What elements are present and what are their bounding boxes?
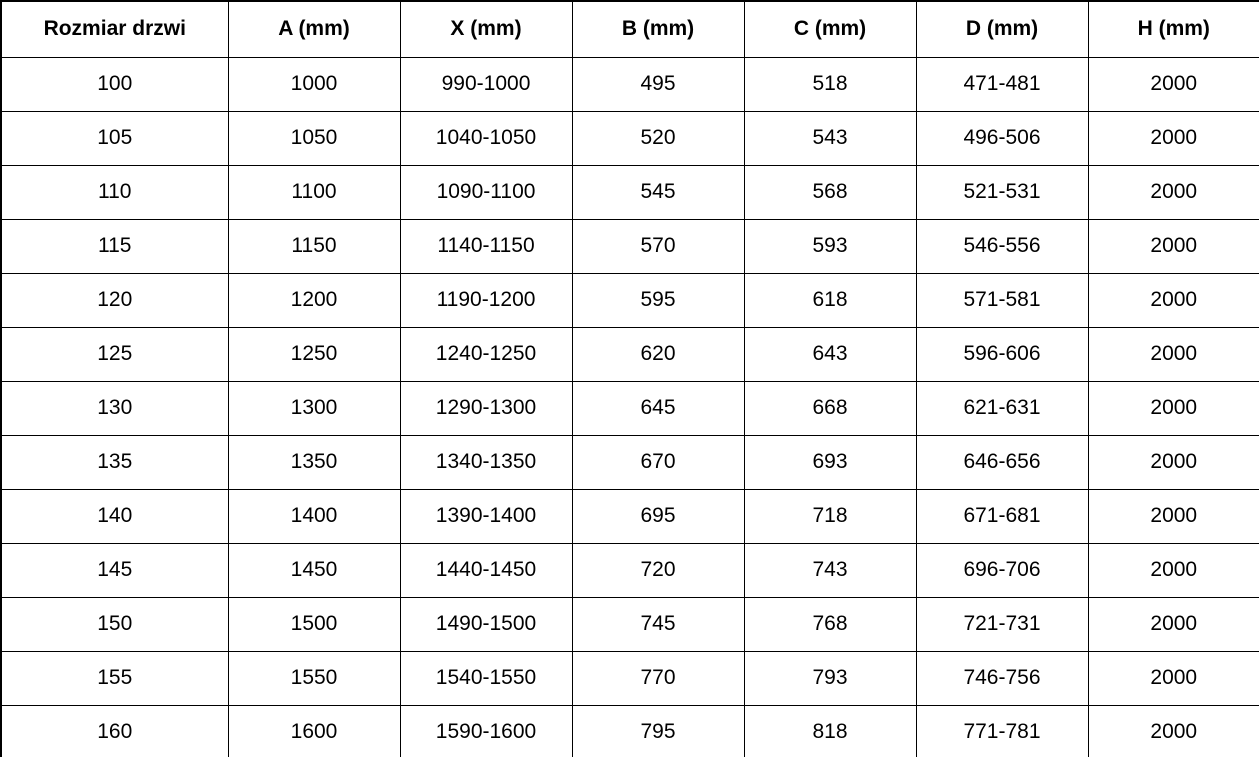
table-cell: 155 [1, 651, 228, 705]
table-cell: 743 [744, 543, 916, 597]
table-cell: 746-756 [916, 651, 1088, 705]
table-row [1, 651, 1259, 705]
table-cell: 1090-1100 [400, 165, 572, 219]
table-cell: 546-556 [916, 219, 1088, 273]
table-cell: 2000 [1088, 435, 1259, 489]
table-cell: 2000 [1088, 543, 1259, 597]
table-cell: 2000 [1088, 111, 1259, 165]
table-cell: 1540-1550 [400, 651, 572, 705]
table-cell: 1550 [228, 651, 400, 705]
table-cell: 2000 [1088, 273, 1259, 327]
table-cell: 1200 [228, 273, 400, 327]
table-row [1, 273, 1259, 327]
table-cell: 596-606 [916, 327, 1088, 381]
table-cell: 1190-1200 [400, 273, 572, 327]
table-row [1, 57, 1259, 111]
table-row [1, 597, 1259, 651]
table-cell: 721-731 [916, 597, 1088, 651]
table-cell: 1300 [228, 381, 400, 435]
table-cell: 1590-1600 [400, 705, 572, 757]
table-cell: 2000 [1088, 489, 1259, 543]
table-cell: 695 [572, 489, 744, 543]
table-cell: 496-506 [916, 111, 1088, 165]
table-row [1, 219, 1259, 273]
table-cell: 1390-1400 [400, 489, 572, 543]
table-cell: 1250 [228, 327, 400, 381]
table-body [1, 57, 1259, 757]
table-cell: 693 [744, 435, 916, 489]
column-header: C (mm) [744, 1, 916, 57]
table-cell: 2000 [1088, 219, 1259, 273]
table-cell: 1240-1250 [400, 327, 572, 381]
table-cell: 1000 [228, 57, 400, 111]
table-cell: 1490-1500 [400, 597, 572, 651]
table-cell: 543 [744, 111, 916, 165]
column-header: A (mm) [228, 1, 400, 57]
table-cell: 2000 [1088, 57, 1259, 111]
table-cell: 670 [572, 435, 744, 489]
table-cell: 150 [1, 597, 228, 651]
column-header: H (mm) [1088, 1, 1259, 57]
table-header-row [1, 1, 1259, 57]
table-cell: 120 [1, 273, 228, 327]
table-cell: 1150 [228, 219, 400, 273]
table-cell: 645 [572, 381, 744, 435]
table-cell: 643 [744, 327, 916, 381]
table-row [1, 543, 1259, 597]
table-cell: 745 [572, 597, 744, 651]
table-cell: 793 [744, 651, 916, 705]
table-cell: 100 [1, 57, 228, 111]
table-cell: 1340-1350 [400, 435, 572, 489]
column-header: B (mm) [572, 1, 744, 57]
table-cell: 130 [1, 381, 228, 435]
table-cell: 990-1000 [400, 57, 572, 111]
table-cell: 518 [744, 57, 916, 111]
table-cell: 621-631 [916, 381, 1088, 435]
table-row [1, 489, 1259, 543]
table-cell: 593 [744, 219, 916, 273]
table-cell: 571-581 [916, 273, 1088, 327]
table-cell: 768 [744, 597, 916, 651]
table-cell: 696-706 [916, 543, 1088, 597]
table-cell: 2000 [1088, 597, 1259, 651]
table-row [1, 705, 1259, 757]
table-cell: 595 [572, 273, 744, 327]
table-cell: 618 [744, 273, 916, 327]
table-cell: 2000 [1088, 651, 1259, 705]
table-cell: 105 [1, 111, 228, 165]
table-cell: 1350 [228, 435, 400, 489]
table-cell: 568 [744, 165, 916, 219]
table-cell: 1040-1050 [400, 111, 572, 165]
table-cell: 145 [1, 543, 228, 597]
table-cell: 135 [1, 435, 228, 489]
table-cell: 520 [572, 111, 744, 165]
table-cell: 570 [572, 219, 744, 273]
table-cell: 110 [1, 165, 228, 219]
table-cell: 140 [1, 489, 228, 543]
table-cell: 720 [572, 543, 744, 597]
table-cell: 620 [572, 327, 744, 381]
table-row [1, 165, 1259, 219]
table-cell: 2000 [1088, 705, 1259, 757]
table-cell: 1140-1150 [400, 219, 572, 273]
table-cell: 668 [744, 381, 916, 435]
table-cell: 771-781 [916, 705, 1088, 757]
table-cell: 2000 [1088, 327, 1259, 381]
table-cell: 1500 [228, 597, 400, 651]
table-cell: 1400 [228, 489, 400, 543]
table-cell: 1450 [228, 543, 400, 597]
table-cell: 1290-1300 [400, 381, 572, 435]
table-row [1, 381, 1259, 435]
table-cell: 160 [1, 705, 228, 757]
table-cell: 1440-1450 [400, 543, 572, 597]
table-row [1, 111, 1259, 165]
table-cell: 545 [572, 165, 744, 219]
table-cell: 125 [1, 327, 228, 381]
table-cell: 646-656 [916, 435, 1088, 489]
table-cell: 818 [744, 705, 916, 757]
table-row [1, 327, 1259, 381]
column-header: D (mm) [916, 1, 1088, 57]
table-cell: 115 [1, 219, 228, 273]
table-cell: 671-681 [916, 489, 1088, 543]
table-cell: 795 [572, 705, 744, 757]
table-cell: 718 [744, 489, 916, 543]
column-header: Rozmiar drzwi [1, 1, 228, 57]
table-cell: 2000 [1088, 381, 1259, 435]
table-head [1, 1, 1259, 57]
table-cell: 1600 [228, 705, 400, 757]
table-cell: 471-481 [916, 57, 1088, 111]
table-cell: 2000 [1088, 165, 1259, 219]
table-cell: 1100 [228, 165, 400, 219]
table-cell: 521-531 [916, 165, 1088, 219]
table-row [1, 435, 1259, 489]
table-cell: 1050 [228, 111, 400, 165]
table-cell: 495 [572, 57, 744, 111]
column-header: X (mm) [400, 1, 572, 57]
table-cell: 770 [572, 651, 744, 705]
